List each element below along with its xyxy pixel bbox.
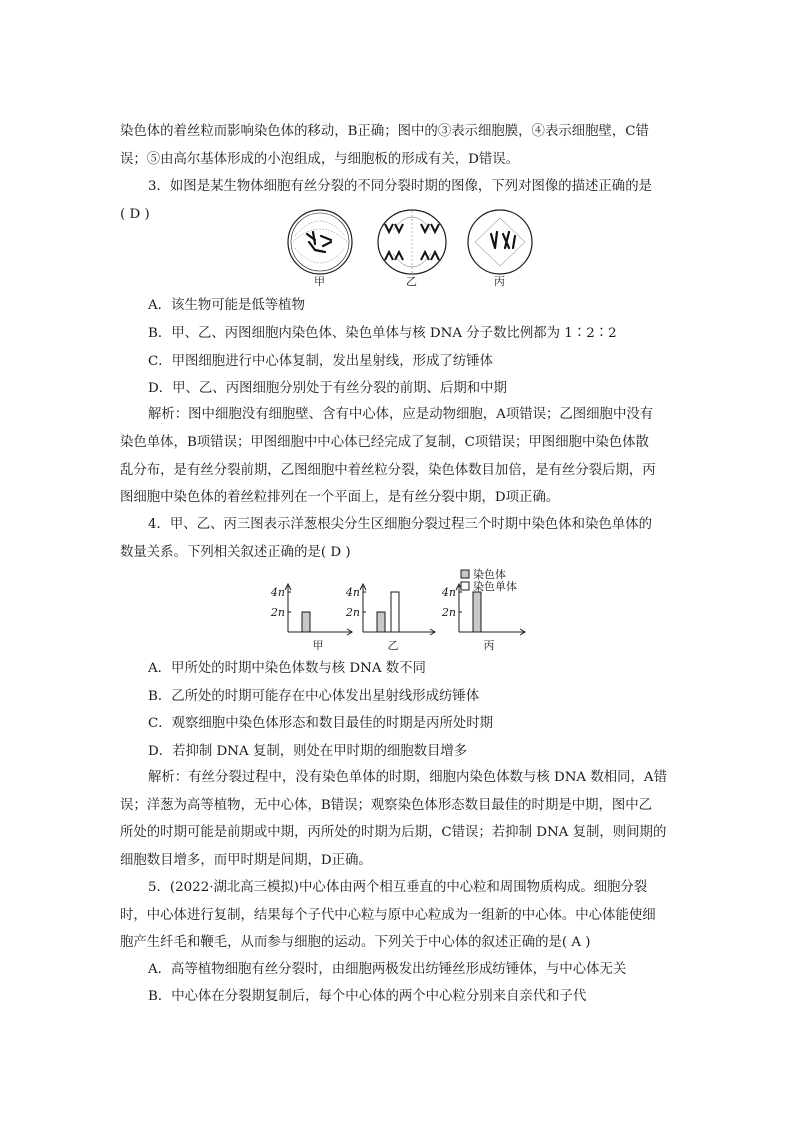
text-line: 误；⑤由高尔基体形成的小泡组成，与细胞板的形成有关，D错误。 bbox=[120, 152, 520, 167]
legend-label: 染色单体 bbox=[473, 580, 517, 593]
analysis-line: 细胞数目增多，而甲时期是间期，D正确。 bbox=[120, 853, 372, 868]
bar-染色单体 bbox=[391, 592, 399, 632]
chart-title: 甲 bbox=[312, 639, 324, 652]
question-4-stem: 数量关系。下列相关叙述正确的是( D ) bbox=[120, 545, 351, 560]
question-5-stem: 时，中心体进行复制，结果每个子代中心粒与原中心粒成为一组新的中心体。中心体能使细 bbox=[120, 908, 656, 923]
question-3-answer: ( D ) bbox=[120, 207, 150, 222]
option-b: B．甲、乙、丙图细胞内染色体、染色单体与核 DNA 分子数比例都为 1∶2∶2 bbox=[148, 326, 617, 341]
analysis-line: 所处的时期可能是前期或中期，丙所处的时期为后期，C错误；若抑制 DNA 复制，则间期的 bbox=[120, 825, 667, 840]
analysis-line: 解析：图中细胞没有细胞壁、含有中心体，应是动物细胞，A项错误；乙图细胞中没有 bbox=[148, 407, 654, 422]
bar-染色体 bbox=[473, 592, 481, 632]
question-4-stem: 4．甲、乙、丙三图表示洋葱根尖分生区细胞分裂过程三个时期中染色体和染色单体的 bbox=[148, 517, 652, 532]
option-b: B．中心体在分裂期复制后，每个中心体的两个中心粒分别来自亲代和子代 bbox=[148, 989, 587, 1004]
question-3-stem: 3．如图是某生物体细胞有丝分裂的不同分裂时期的图像，下列对图像的描述正确的是 bbox=[148, 179, 652, 194]
y-tick-label: 2n bbox=[345, 606, 360, 619]
chart-title: 乙 bbox=[387, 639, 399, 652]
y-tick-label: 2n bbox=[270, 606, 285, 619]
cell-jia bbox=[288, 210, 352, 274]
text-line: 染色体的着丝粒而影响染色体的移动，B正确；图中的③表示细胞膜，④表示细胞壁，C错 bbox=[120, 124, 649, 139]
cell-label-jia: 甲 bbox=[314, 275, 325, 288]
analysis-line: 染色单体，B项错误；甲图细胞中中心体已经完成了复制，C项错误；甲图细胞中染色体散 bbox=[120, 435, 649, 450]
bar-charts bbox=[262, 566, 562, 656]
legend-label: 染色体 bbox=[473, 568, 506, 581]
y-tick-label: 4n bbox=[270, 586, 285, 599]
analysis-line: 图细胞中染色体的着丝粒排列在一个平面上，是有丝分裂中期，D项正确。 bbox=[120, 490, 560, 505]
question-5-stem: 5．(2022·湖北高三模拟)中心体由两个相互垂直的中心粒和周围物质构成。细胞分裂 bbox=[148, 880, 648, 895]
chart-title: 丙 bbox=[483, 639, 495, 652]
cell-label-bing: 丙 bbox=[494, 275, 505, 288]
cell-bing bbox=[468, 210, 532, 274]
option-c: C．甲图细胞进行中心体复制，发出星射线，形成了纺锤体 bbox=[148, 354, 494, 369]
analysis-line: 解析：有丝分裂过程中，没有染色单体的时期，细胞内染色体数与核 DNA 数相同，A错 bbox=[148, 770, 667, 785]
bar-染色体 bbox=[377, 612, 385, 632]
y-tick-label: 4n bbox=[345, 586, 360, 599]
option-d: D．甲、乙、丙图细胞分别处于有丝分裂的前期、后期和中期 bbox=[148, 381, 507, 396]
cell-label-yi: 乙 bbox=[406, 275, 417, 288]
option-c: C．观察细胞中染色体形态和数目最佳的时期是丙所处时期 bbox=[148, 716, 494, 731]
bar-染色体 bbox=[302, 612, 310, 632]
analysis-line: 乱分布，是有丝分裂前期，乙图细胞中着丝粒分裂，染色体数目加倍，是有丝分裂后期，丙 bbox=[120, 463, 656, 478]
option-d: D．若抑制 DNA 复制，则处在甲时期的细胞数目增多 bbox=[148, 744, 468, 759]
option-a: A．甲所处的时期中染色体数与核 DNA 数不同 bbox=[148, 661, 426, 676]
cell-yi bbox=[378, 210, 446, 274]
option-b: B．乙所处的时期可能存在中心体发出星射线形成纺锤体 bbox=[148, 689, 480, 704]
question-5-stem: 胞产生纤毛和鞭毛，从而参与细胞的运动。下列关于中心体的叙述正确的是( A ) bbox=[120, 935, 591, 950]
option-a: A．高等植物细胞有丝分裂时，由细胞两极发出纺锤丝形成纺锤体，与中心体无关 bbox=[148, 962, 627, 977]
legend-swatch bbox=[461, 570, 469, 578]
y-tick-label: 2n bbox=[441, 606, 456, 619]
legend-swatch bbox=[461, 582, 469, 590]
analysis-line: 误；洋葱为高等植物，无中心体，B错误；观察染色体形态数目最佳的时期是中期，图中乙 bbox=[120, 798, 653, 813]
option-a: A．该生物可能是低等植物 bbox=[148, 298, 305, 313]
y-tick-label: 4n bbox=[441, 586, 456, 599]
